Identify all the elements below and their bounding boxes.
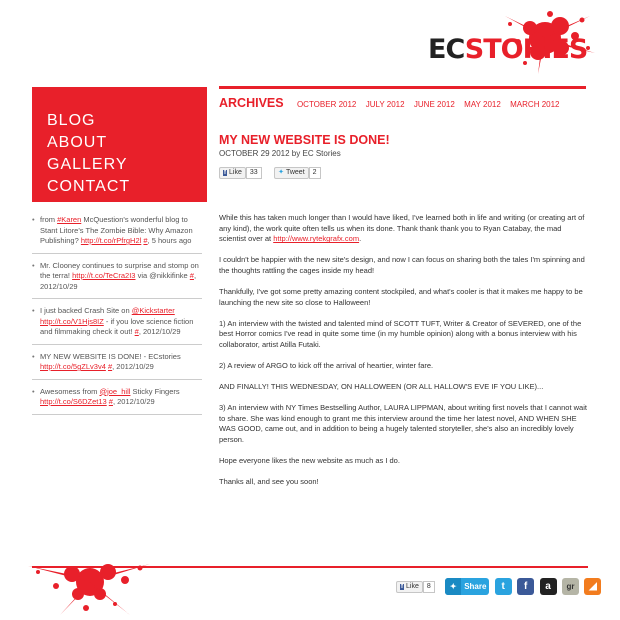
tweet-item: • Mr. Clooney continues to surprise and stomp on the terra! http://t.co/TeCra2I3 via @nikkifinke #, 2012/10/29 — [32, 261, 202, 300]
post-date: OCTOBER 29 2012 — [219, 149, 290, 158]
rss-icon[interactable]: ◢ — [584, 578, 601, 595]
post-paragraph: 1) An interview with the twisted and talented mind of SCOTT TUFT, Writer & Creator of SEVERED, one of the best Horror comics I've read in quite some time (in my humble opinion) along with a bonus interview with his collaborator, artist Atilla Futaki. — [219, 318, 582, 349]
amazon-icon[interactable]: a — [540, 578, 557, 595]
post-meta — [219, 149, 341, 158]
facebook-icon[interactable]: f — [517, 578, 534, 595]
post-paragraph: While this has taken much longer than I would have liked, I've learned both in life and writing (or creating art of any kind), the work quite often tells us when its done. Thank thank thank you to Ryan Catabay, the mad scientist over at http://www.rytekgrafx.com. — [219, 213, 585, 244]
tweet-link[interactable]: http://t.co/V1Hjs8IZ — [40, 316, 104, 326]
nav-item-contact[interactable]: CONTACT — [47, 178, 131, 195]
tweet-item: • from #Karen McQuestion's wonderful blog to Stant Litore's The Zombie Bible: Why Amazon Publishing? http://t.co/rPfrgH2l #, 5 hours ago — [32, 215, 202, 254]
post-body — [219, 213, 589, 498]
logo-wordmark: ECSTORIES — [428, 34, 588, 65]
archive-link[interactable]: MARCH 2012 — [510, 100, 560, 109]
tweet-link[interactable]: @joe_hill — [99, 386, 131, 396]
bullet-icon: • — [32, 215, 35, 224]
facebook-icon: f — [224, 169, 226, 176]
archive-link[interactable]: JUNE 2012 — [413, 100, 455, 109]
tweet-count: 2 — [309, 167, 321, 179]
blood-splatter-icon — [20, 560, 160, 620]
post-title[interactable]: MY NEW WEBSITE IS DONE! — [219, 133, 390, 147]
rytekgrafx-link[interactable]: http://www.rytekgrafx.com — [273, 234, 360, 244]
tweet-item: • I just backed Crash Site on @Kickstarter http://t.co/V1Hjs8IZ - if you love science fiction and filmmaking check it out! #, 2012/10/29 — [32, 306, 202, 345]
share-button[interactable]: ✦ Share — [445, 578, 489, 595]
post-author[interactable]: EC Stories — [302, 149, 341, 158]
bullet-icon: • — [32, 351, 35, 361]
tweet-link[interactable]: http://t.co/TeCra2I3 — [72, 271, 136, 280]
tweet-link[interactable]: # — [107, 362, 113, 371]
post-paragraph: 2) A review of ARGO to kick off the arrival of heartier, winter fare. — [219, 360, 434, 370]
archive-link[interactable]: OCTOBER 2012 — [296, 100, 357, 109]
nav-item-gallery[interactable]: GALLERY — [47, 156, 128, 173]
archives-label: ARCHIVES — [219, 96, 284, 110]
archives-bar — [219, 96, 566, 110]
post-by: by — [291, 149, 301, 158]
post-paragraph: Hope everyone likes the new website as much as I do. — [219, 456, 400, 465]
twitter-icon[interactable]: t — [495, 578, 512, 595]
post-paragraph: I couldn't be happier with the new site's design, and now I can focus on sharing both the tales I'm spinning and the thoughts rattling the cages inside my head! — [219, 255, 585, 275]
archive-link[interactable]: JULY 2012 — [365, 100, 405, 109]
post-paragraph: 3) An interview with NY Times Bestselling Author, LAURA LIPPMAN, about writing first novels that I cannot wait to share. She was kind enough to grant me this interview around the time her latest novel, AND WHEN SHE WAS GOOD, came out, and in addition to being a hugely talented storyteller, she's also an incredibly lovely person. — [219, 403, 587, 444]
tweet-link[interactable]: http://t.co/S6DZet13 — [40, 397, 107, 406]
main-nav — [32, 87, 207, 202]
post-paragraph: Thanks all, and see you soon! — [219, 477, 319, 487]
tweet-link[interactable]: http://t.co/5gZLv3v4 — [40, 362, 106, 371]
nav-item-about[interactable]: ABOUT — [47, 134, 108, 151]
twitter-bird-icon: ✦ — [445, 578, 461, 595]
facebook-like-button[interactable]: f Like — [396, 581, 423, 593]
like-count: 33 — [246, 167, 262, 179]
site-logo[interactable] — [420, 8, 610, 88]
facebook-like-button[interactable]: f Like — [219, 167, 246, 179]
footer-share-bar — [396, 578, 601, 598]
tweet-link[interactable]: # — [143, 236, 148, 245]
share-bar — [219, 164, 329, 178]
tweet-button[interactable]: ✦ Tweet — [274, 167, 309, 179]
tweet-link[interactable]: # — [189, 271, 194, 280]
twitter-bird-icon: ✦ — [278, 168, 284, 176]
post-paragraph: AND FINALLY! THIS WEDNESDAY, ON HALLOWEEN (OR ALL HALLOW'S EVE IF YOU LIKE)... — [219, 382, 544, 392]
tweet-item: • Awesomess from @joe_hill Sticky Fingers http://t.co/S6DZet13 #, 2012/10/29 — [32, 387, 202, 415]
goodreads-icon[interactable]: gr — [562, 578, 579, 595]
twitter-feed — [32, 215, 202, 422]
tweet-item: • MY NEW WEBSITE IS DONE! - ECstories http://t.co/5gZLv3v4 #, 2012/10/29 — [32, 352, 202, 380]
bullet-icon: • — [32, 386, 35, 396]
facebook-icon: f — [401, 583, 403, 590]
bullet-icon: • — [32, 306, 35, 315]
tweet-link[interactable]: # — [108, 397, 113, 406]
tweet-link[interactable]: # — [134, 327, 139, 336]
nav-item-blog[interactable]: BLOG — [47, 112, 96, 129]
tweet-link[interactable]: http://t.co/rPfrgH2l — [80, 236, 142, 245]
bullet-icon: • — [32, 260, 35, 270]
header-divider — [219, 86, 586, 89]
post-paragraph: Thankfully, I've got some pretty amazing content stockpiled, and what's cooler is that it makes me happy to be launching the new site so close to Halloween! — [219, 286, 583, 307]
tweet-link[interactable]: #Karen — [57, 215, 82, 224]
tweet-link[interactable]: @Kickstarter — [131, 306, 175, 315]
like-count: 8 — [423, 581, 435, 593]
archive-link[interactable]: MAY 2012 — [464, 100, 501, 109]
